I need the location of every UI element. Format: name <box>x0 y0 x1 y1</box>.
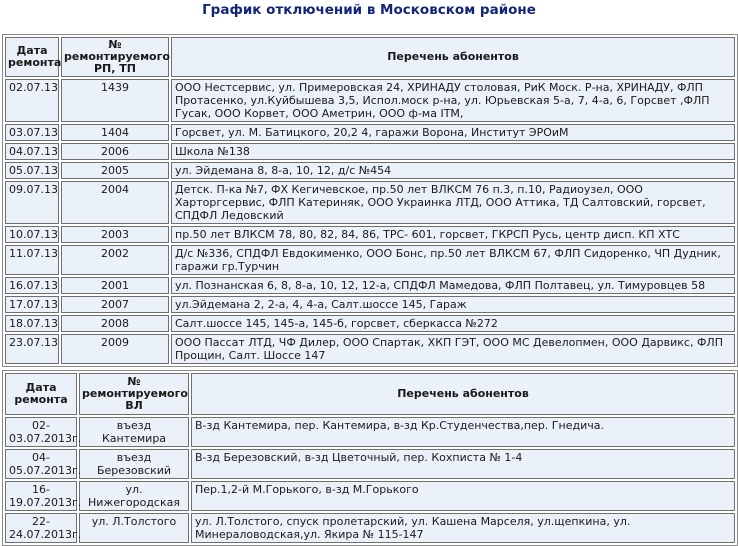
header-repair-date: Дата ремонта <box>5 373 77 415</box>
date-cell: 05.07.13 <box>5 162 59 179</box>
subscribers-cell: ООО Нестсервис, ул. Примеровская 24, ХРИНАДУ столовая, РиК Моск. Р-на, ХРИНАДУ, ФЛП Протасенко, ул.Куйбышева 3,5, Испол.моск р-на, ул. Юрьевская 5-а, 7, 4-а, 6, Горсвет ,ФЛП Гусак, ООО Корвет, ООО Аметрин, ООО ф-ма ITM, <box>171 79 735 122</box>
table-row <box>5 79 735 122</box>
date-cell: 02.07.13 <box>5 79 59 122</box>
subscribers-cell: В-зд Кантемира, пер. Кантемира, в-зд Кр.Студенчества,пер. Гнедича. <box>191 417 735 447</box>
date-cell: 23.07.13 <box>5 334 59 364</box>
number-cell: 2007 <box>61 296 169 313</box>
subscribers-cell: Горсвет, ул. М. Батицкого, 20,2 4, гаражи Ворона, Институт ЭРОиМ <box>171 124 735 141</box>
date-cell: 16-19.07.2013г. <box>5 481 77 511</box>
date-cell: 04.07.13 <box>5 143 59 160</box>
table-row <box>5 277 735 294</box>
date-cell: 04-05.07.2013г. <box>5 449 77 479</box>
date-cell: 16.07.13 <box>5 277 59 294</box>
header-subscribers: Перечень абонентов <box>171 37 735 77</box>
subscribers-cell: ул.Эйдемана 2, 2-а, 4, 4-а, Салт.шоссе 145, Гараж <box>171 296 735 313</box>
subscribers-cell: ул. Эйдемана 8, 8-а, 10, 12, д/с №454 <box>171 162 735 179</box>
date-cell: 03.07.13 <box>5 124 59 141</box>
table-row <box>5 513 735 543</box>
subscribers-cell: Школа №138 <box>171 143 735 160</box>
table-row <box>5 296 735 313</box>
number-cell: 2003 <box>61 226 169 243</box>
number-cell: въезд Кантемира <box>79 417 189 447</box>
number-cell: 2001 <box>61 277 169 294</box>
date-cell: 22-24.07.2013г. <box>5 513 77 543</box>
table-row <box>5 417 735 447</box>
number-cell: 2004 <box>61 181 169 224</box>
date-cell: 17.07.13 <box>5 296 59 313</box>
subscribers-cell: ул. Л.Толстого, спуск пролетарский, ул. Кашена Марселя, ул.щепкина, ул. Минераловодская,ул. Якира № 115-147 <box>191 513 735 543</box>
subscribers-cell: В-зд Березовский, в-зд Цветочный, пер. Кохписта № 1-4 <box>191 449 735 479</box>
subscribers-cell: Салт.шоссе 145, 145-а, 145-б, горсвет, сберкасса №272 <box>171 315 735 332</box>
date-cell: 18.07.13 <box>5 315 59 332</box>
table-row <box>5 226 735 243</box>
table-row <box>5 315 735 332</box>
page-title: График отключений в Московском районе <box>202 2 536 18</box>
header-subscribers: Перечень абонентов <box>191 373 735 415</box>
date-cell: 09.07.13 <box>5 181 59 224</box>
table-row <box>5 334 735 364</box>
subscribers-cell: Детск. П-ка №7, ФХ Кегичевское, пр.50 лет ВЛКСМ 76 п.3, п.10, Радиоузел, ООО Харторгсервис, ФЛП Катериняк, ООО Украинка ЛТД, ООО Аттика, ТД Салтовский, горсвет, СПДФЛ Ледовский <box>171 181 735 224</box>
header-repair-date: Дата ремонта <box>5 37 59 77</box>
table-row <box>5 143 735 160</box>
table-row <box>5 181 735 224</box>
table-row <box>5 449 735 479</box>
power-line-schedule-table <box>2 370 738 546</box>
number-cell: 2005 <box>61 162 169 179</box>
header-line-number: № ремонтируемого ВЛ <box>79 373 189 415</box>
table-row <box>5 162 735 179</box>
table-row <box>5 245 735 275</box>
number-cell: 2008 <box>61 315 169 332</box>
date-cell: 02-03.07.2013г. <box>5 417 77 447</box>
number-cell: 2009 <box>61 334 169 364</box>
table-row <box>5 124 735 141</box>
date-cell: 10.07.13 <box>5 226 59 243</box>
subscribers-cell: Пер.1,2-й М.Горького, в-зд М.Горького <box>191 481 735 511</box>
subscribers-cell: ул. Познанская 6, 8, 8-а, 10, 12, 12-а, СПДФЛ Мамедова, ФЛП Полтавец, ул. Тимуровцев 58 <box>171 277 735 294</box>
number-cell: ул. Нижегородская <box>79 481 189 511</box>
number-cell: 2002 <box>61 245 169 275</box>
header-substation-number: № ремонтируемого РП, ТП <box>61 37 169 77</box>
table-row <box>5 481 735 511</box>
number-cell: 1439 <box>61 79 169 122</box>
date-cell: 11.07.13 <box>5 245 59 275</box>
subscribers-cell: Д/с №336, СПДФЛ Евдокименко, ООО Бонс, пр.50 лет ВЛКСМ 67, ФЛП Сидоренко, ЧП Дудник, гаражи гр.Турчин <box>171 245 735 275</box>
subscribers-cell: пр.50 лет ВЛКСМ 78, 80, 82, 84, 86, ТРС- 601, горсвет, ГКРСП Русь, центр дисп. КП ХТС <box>171 226 735 243</box>
subscribers-cell: ООО Пассат ЛТД, ЧФ Дилер, ООО Спартак, ХКП ГЭТ, ООО МС Девелопмен, ООО Дарвикс, ФЛП Прощин, Салт. Шоссе 147 <box>171 334 735 364</box>
number-cell: 1404 <box>61 124 169 141</box>
number-cell: 2006 <box>61 143 169 160</box>
substation-schedule-table <box>2 34 738 367</box>
number-cell: ул. Л.Толстого <box>79 513 189 543</box>
number-cell: въезд Березовский <box>79 449 189 479</box>
